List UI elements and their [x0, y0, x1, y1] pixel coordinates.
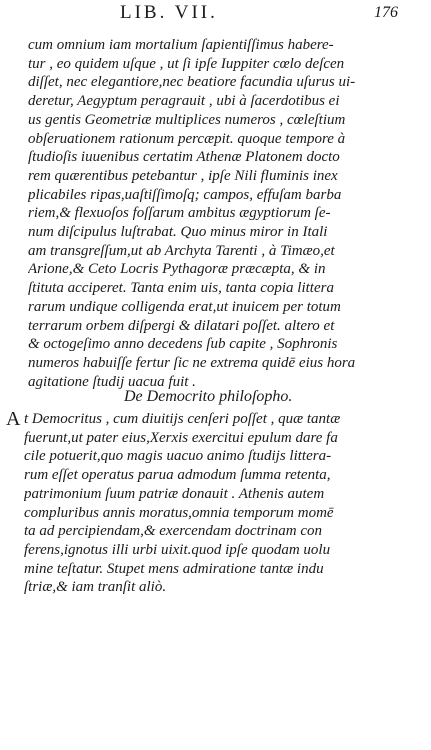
text-line: agitatione ſtudij uacua fuit . — [28, 373, 196, 390]
text-line: Arione,& Ceto Locris Pythagoræ præcæpta, & in — [28, 261, 326, 278]
text-line: compluribus annis moratus,omnia temporum momē — [24, 504, 334, 521]
text-line: rem quærentibus petebantur , ipſe Nili fluminis inex — [28, 167, 338, 184]
text-line: ferens,ignotus illi urbi uixit.quod ipſe quodam uolu — [24, 541, 331, 558]
text-line: am transgreſſum,ut ab Archyta Tarenti , à Timæo,et — [28, 242, 335, 259]
text-line: diſſet, nec elegantiore,nec beatiore facundia uſurus ui- — [28, 74, 356, 91]
text-line: rarum undique colligenda erat,ut inuicem per totum — [28, 298, 341, 315]
text-line: rum eſſet operatus parua admodum ſumma retenta, — [24, 467, 331, 484]
text-line: ſtriæ,& iam tranſit aliò. — [24, 579, 167, 596]
text-line: us gentis Geometriæ multiplices numeros , cœleſtium — [28, 111, 346, 128]
text-line: numeros habuiſſe fertur ſic ne extrema quidē eius hora — [28, 354, 356, 371]
text-line: cile potuerit,quo magis uacuo animo ſtudijs littera- — [24, 448, 332, 465]
running-title: LIB. VII. — [120, 2, 218, 23]
initial-letter: A — [6, 408, 21, 430]
section-heading: De Democrito philoſopho. — [124, 388, 293, 405]
text-line: num diſcipulus luſtrabat. Quo minus miror in Itali — [28, 224, 328, 240]
page-header — [0, 2, 431, 28]
text-line: tur , eo quidem uſque , ut ſi ipſe Iuppiter cœlo deſcen — [28, 55, 345, 72]
page-number: 176 — [374, 4, 398, 21]
text-line: cum omnium iam mortalium ſapientiſſimus habere- — [28, 37, 334, 53]
text-line: patrimonium ſuum patriæ donauit . Athenis autem — [24, 485, 325, 502]
text-line: t Democritus , cum diuitijs cenſeri poſſet , quæ tantæ — [24, 411, 341, 427]
text-line: deretur, Aegyptum peragrauit , ubi à ſacerdotibus ei — [28, 93, 340, 110]
text-line: mine teſtatur. Stupet mens admiratione tantæ indu — [24, 560, 324, 577]
text-line: obſeruationem rationum percæpit. quoque tempore à — [28, 130, 346, 147]
text-line: & octogeſimo anno decedens ſub capite , Sophronis — [28, 336, 338, 353]
text-line: ſtudioſis iuuenibus certatim Athenæ Platonem docto — [28, 149, 340, 166]
text-line: fuerunt,ut pater eius,Xerxis exercitui epulum dare fa — [24, 429, 338, 446]
text-line: riem,& flexuoſos foſſarum ambitus ægyptiorum ſe- — [28, 205, 331, 222]
text-line: terrarum orbem diſpergi & dilatari poſſet. altero et — [28, 317, 335, 334]
text-line: ta ad percipiendam,& exercendam doctrinam con — [24, 523, 322, 540]
text-line: ſtituta acciperet. Tanta enim uis, tanta copia littera — [28, 280, 334, 297]
text-line: plicabiles ripas,uaſtiſſimoſq; campos, effuſam barba — [28, 186, 342, 203]
